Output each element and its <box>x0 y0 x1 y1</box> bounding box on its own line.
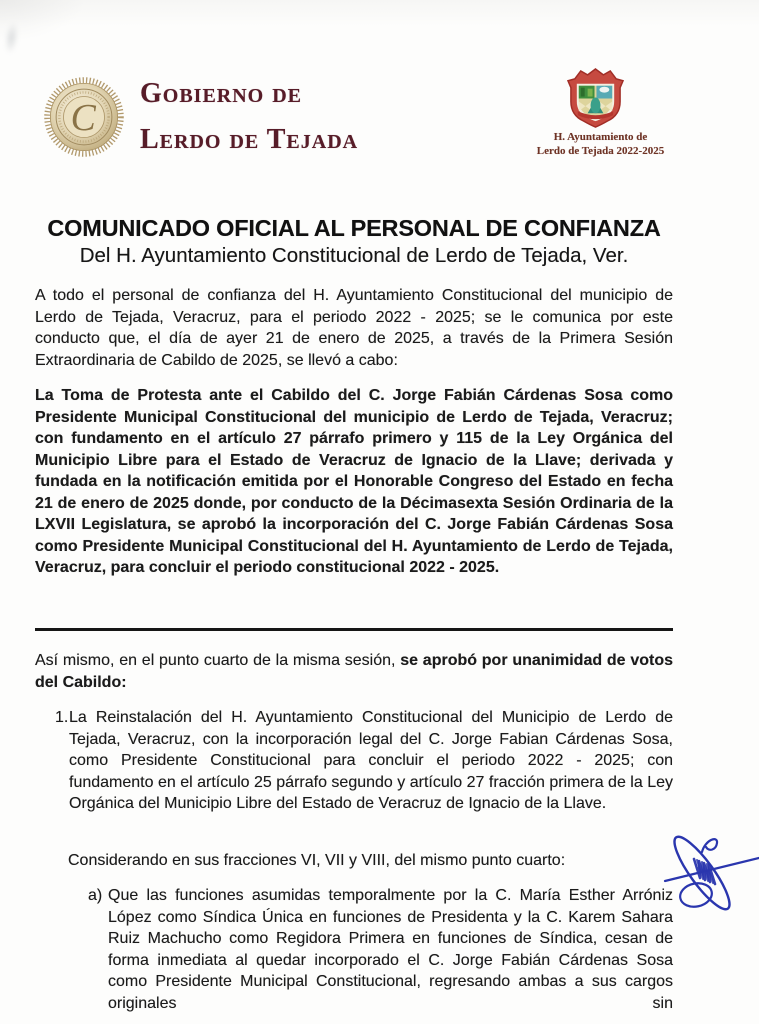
list-item-a-text: Que las funciones asumidas temporalmente por la C. María Esther Arróniz López como Síndica Única en funciones de Presidenta y la C. Karem Sahara Ruiz Machucho como Regidora Primera en funciones de Síndica, cesan de forma inmediata al quedar incorporado el C. Jorge Fabián Cárdenas Sosa como Presidente Municipal Constitucional, regresando ambas a sus cargos originales sin <box>108 887 673 1012</box>
list-item-a <box>88 885 673 1014</box>
paragraph-asimismo-regular: Así mismo, en el punto cuarto de la misma sesión, <box>35 652 401 669</box>
crest-caption-line1: H. Ayuntamiento de <box>553 131 648 143</box>
municipal-crest-icon <box>564 68 627 129</box>
list-item-1 <box>55 707 673 815</box>
paragraph-intro: A todo el personal de confianza del H. Ayuntamiento Constitucional del municipio de Lerdo de Tejada, Veracruz, para el periodo 2022 - 2025; se le comunica por este conducto que, el día de ayer 21 de enero de 2025, a través de la Primera Sesión Extraordinaria de Cabildo de 2025, se llevó a cabo: <box>35 287 673 369</box>
section-divider <box>35 628 673 631</box>
signature-mark <box>638 816 759 924</box>
scan-smudge <box>3 21 20 54</box>
paragraph-protesta: La Toma de Protesta ante el Cabildo del C. Jorge Fabián Cárdenas Sosa como Presidente Municipal Constitucional del municipio de Lerdo de Tejada, Veracruz; con fundamento en el artículo 27 párrafo primero y 115 de la Ley Orgánica del Municipio Libre para el Estado de Veracruz de Ignacio de la Llave; derivada y fundada en la notificación emitida por el Honorable Congreso del Estado en fecha 21 de enero de 2025 donde, por conducto de la Décimasexta Sesión Ordinaria de la LXVII Legislatura, se aprobó la incorporación del C. Jorge Fabián Cárdenas Sosa como Presidente Municipal Constitucional del H. Ayuntamiento de Lerdo de Tejada, Veracruz, para concluir el periodo constitucional 2022 - 2025. <box>35 387 673 576</box>
crest-caption-line2: Lerdo de Tejada 2022-2025 <box>536 144 665 157</box>
paragraph-asimismo-bold: se aprobó por unanimidad de votos del Cabildo: <box>35 652 673 691</box>
seal-letter: C <box>70 97 96 140</box>
document-subtitle: Del H. Ayuntamiento Constitucional de Lerdo de Tejada, Ver. <box>79 244 629 267</box>
government-name-line2: Lerdo de Tejada <box>140 124 359 155</box>
government-name <box>140 80 358 154</box>
paragraph-considerando: Considerando en sus fracciones VI, VII y VIII, del mismo punto cuarto: <box>68 852 566 869</box>
paragraph-asimismo <box>35 650 673 693</box>
government-seal-icon <box>43 76 125 158</box>
government-name-line1: Gobierno de <box>140 78 303 109</box>
crest-caption <box>528 131 673 158</box>
list-item-a-marker: a) <box>88 887 103 904</box>
document-title: COMUNICADO OFICIAL AL PERSONAL DE CONFIANZA <box>47 215 661 241</box>
list-item-1-text: La Reinstalación del H. Ayuntamiento Constitucional del Municipio de Lerdo de Tejada, Veracruz, con la incorporación legal del C. Jorge Fabian Cárdenas Sosa, como Presidente Constitucional para concluir el periodo 2022 - 2025; con fundamento en el artículo 25 párrafo segundo y artículo 27 fracción primera de la Ley Orgánica del Municipio Libre del Estado de Veracruz de Ignacio de la Llave. <box>69 709 673 812</box>
list-item-1-marker: 1. <box>55 709 69 726</box>
